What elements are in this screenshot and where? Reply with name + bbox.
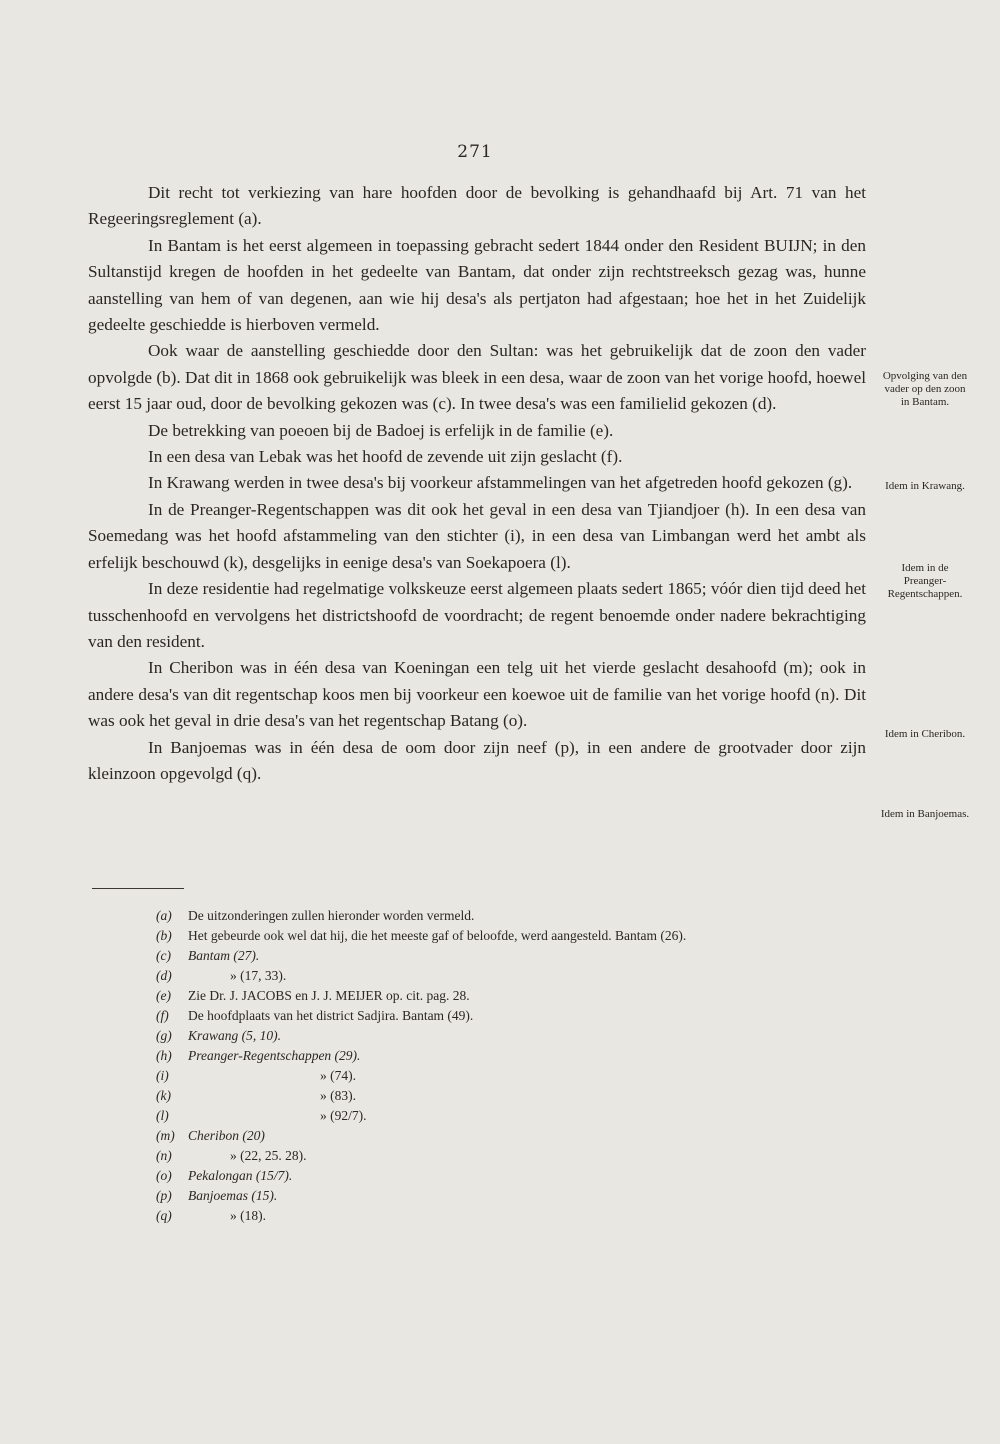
footnote-mark: (h) xyxy=(156,1048,172,1063)
footnote-mark: (n) xyxy=(156,1148,172,1163)
footnote xyxy=(156,1066,876,1086)
footnote xyxy=(156,906,876,926)
paragraph-3: Ook waar de aanstelling geschiedde door den Sultan: was het gebruikelijk dat de zoon den vader opvolgde (b). Dat dit in 1868 ook gebruikelijk was bleek in een desa, waar de zoon van het vorige hoofd, hoewel eerst 15 jaar oud, door de bevolking gekozen was (c). In twee desa's was een familielid gekozen (d). xyxy=(88,341,866,414)
paragraph-7: In de Preanger-Regentschappen was dit ook het geval in een desa van Tjiandjoer (h). In een desa van Soemedang was het hoofd afstammeling van den stichter (i), in een desa van Limbangan werd het ambt als erfelijk beschouwd (k), desgelijks in eenige desa's van Soekapoera (l). xyxy=(88,499,866,572)
footnote-mark: (k) xyxy=(156,1088,171,1103)
footnote-mark: (q) xyxy=(156,1208,172,1223)
footnote-text: Krawang (5, 10). xyxy=(188,1028,282,1043)
paragraph-2: In Bantam is het eerst algemeen in toepassing gebracht sedert 1844 onder den Resident BUIJN; in den Sultanstijd kregen de hoofden in het gedeelte van Bantam, dat onder zijn rechtstreeksch gezag was, hunne aanstelling van hem of van degenen, aan wie hij desa's als pertjaton had afgestaan; hoe het in het Zuidelijk gedeelte geschiedde is hierboven vermeld. xyxy=(88,235,866,335)
footnote-text: » (22, 25. 28). xyxy=(230,1148,307,1163)
footnote-mark: (a) xyxy=(156,908,172,923)
footnote-text: De uitzonderingen zullen hieronder worden vermeld. xyxy=(188,908,475,923)
footnote-text: » (92/7). xyxy=(320,1108,367,1123)
footnote-text: Cheribon (20) xyxy=(188,1128,265,1143)
footnote-mark: (m) xyxy=(156,1128,175,1143)
paragraph-9: In Cheribon was in één desa van Koeningan een telg uit het vierde geslacht desahoofd (m); ook in andere desa's van dit regentschap koos men bij voorkeur een koewoe uit de familie van het vorige hoofd (n). Dit was ook het geval in drie desa's van het regentschap Batang (o). xyxy=(88,658,866,731)
side-note-cheribon: Idem in Cheribon. xyxy=(884,728,966,740)
side-note-banjoemas: Idem in Banjoemas. xyxy=(880,808,970,820)
footnote-mark: (p) xyxy=(156,1188,172,1203)
paragraph-6: In Krawang werden in twee desa's bij voorkeur afstammelingen van het afgetreden hoofd gekozen (g). xyxy=(148,473,853,493)
side-note-krawang: Idem in Krawang. xyxy=(885,480,965,492)
footnote xyxy=(156,1006,876,1026)
body-text xyxy=(88,180,866,787)
footnote-text: Pekalongan (15/7). xyxy=(188,1168,293,1183)
footnote xyxy=(156,1146,876,1166)
paragraph-10: In Banjoemas was in één desa de oom door zijn neef (p), in een andere de grootvader door zijn kleinzoon opgevolgd (q). xyxy=(88,737,866,783)
footnote-text: » (18). xyxy=(230,1208,266,1223)
footnote-mark: (o) xyxy=(156,1168,172,1183)
footnote-mark: (f) xyxy=(156,1008,169,1023)
footnote-mark: (b) xyxy=(156,928,172,943)
footnote-mark: (i) xyxy=(156,1068,169,1083)
paragraph-4: De betrekking van poeoen bij de Badoej is erfelijk in de familie (e). xyxy=(148,420,614,440)
footnote xyxy=(156,986,876,1006)
footnote-mark: (e) xyxy=(156,988,171,1003)
footnotes xyxy=(156,906,876,1226)
footnote-text: Zie Dr. J. JACOBS en J. J. MEIJER op. cit. pag. 28. xyxy=(188,988,470,1003)
footnote-divider xyxy=(92,888,184,889)
footnote-mark: (c) xyxy=(156,948,171,963)
footnote xyxy=(156,966,876,986)
footnote xyxy=(156,1166,876,1186)
page-number: 271 xyxy=(457,142,493,162)
footnote xyxy=(156,1026,876,1046)
footnote-text: De hoofdplaats van het district Sadjira. Bantam (49). xyxy=(188,1008,474,1023)
paragraph-8: In deze residentie had regelmatige volkskeuze eerst algemeen plaats sedert 1865; vóór dien tijd deed het tusschenhoofd en vervolgens het districtshoofd de voordracht; de regent benoemde onder nadere bekrachtiging van den resident. xyxy=(88,579,866,651)
side-note-bantam: Opvolging van den vader op den zoon in Bantam. xyxy=(882,370,968,408)
footnote-text: Bantam (27). xyxy=(188,948,260,963)
footnote-mark: (l) xyxy=(156,1108,169,1123)
footnote-text: Banjoemas (15). xyxy=(188,1188,278,1203)
footnote xyxy=(156,946,876,966)
footnote-mark: (d) xyxy=(156,968,172,983)
footnote xyxy=(156,1106,876,1126)
paragraph-5: In een desa van Lebak was het hoofd de zevende uit zijn geslacht (f). xyxy=(148,447,623,467)
footnote xyxy=(156,1126,876,1146)
side-note-preanger: Idem in de Preanger-Regentschappen. xyxy=(887,562,963,600)
footnote xyxy=(156,1046,876,1066)
footnote-mark: (g) xyxy=(156,1028,172,1043)
footnote xyxy=(156,1206,876,1226)
footnote xyxy=(156,1086,876,1106)
footnote-text: Het gebeurde ook wel dat hij, die het meeste gaf of beloofde, werd aangesteld. Bantam (26). xyxy=(188,928,687,943)
footnote xyxy=(156,1186,876,1206)
footnote-text: » (74). xyxy=(320,1068,356,1083)
paragraph-1: Dit recht tot verkiezing van hare hoofden door de bevolking is gehandhaafd bij Art. 71 van het Regeeringsreglement (a). xyxy=(88,183,866,229)
footnote-text: » (17, 33). xyxy=(230,968,287,983)
footnote xyxy=(156,926,876,946)
footnote-text: Preanger-Regentschappen (29). xyxy=(188,1048,361,1063)
footnote-text: » (83). xyxy=(320,1088,356,1103)
